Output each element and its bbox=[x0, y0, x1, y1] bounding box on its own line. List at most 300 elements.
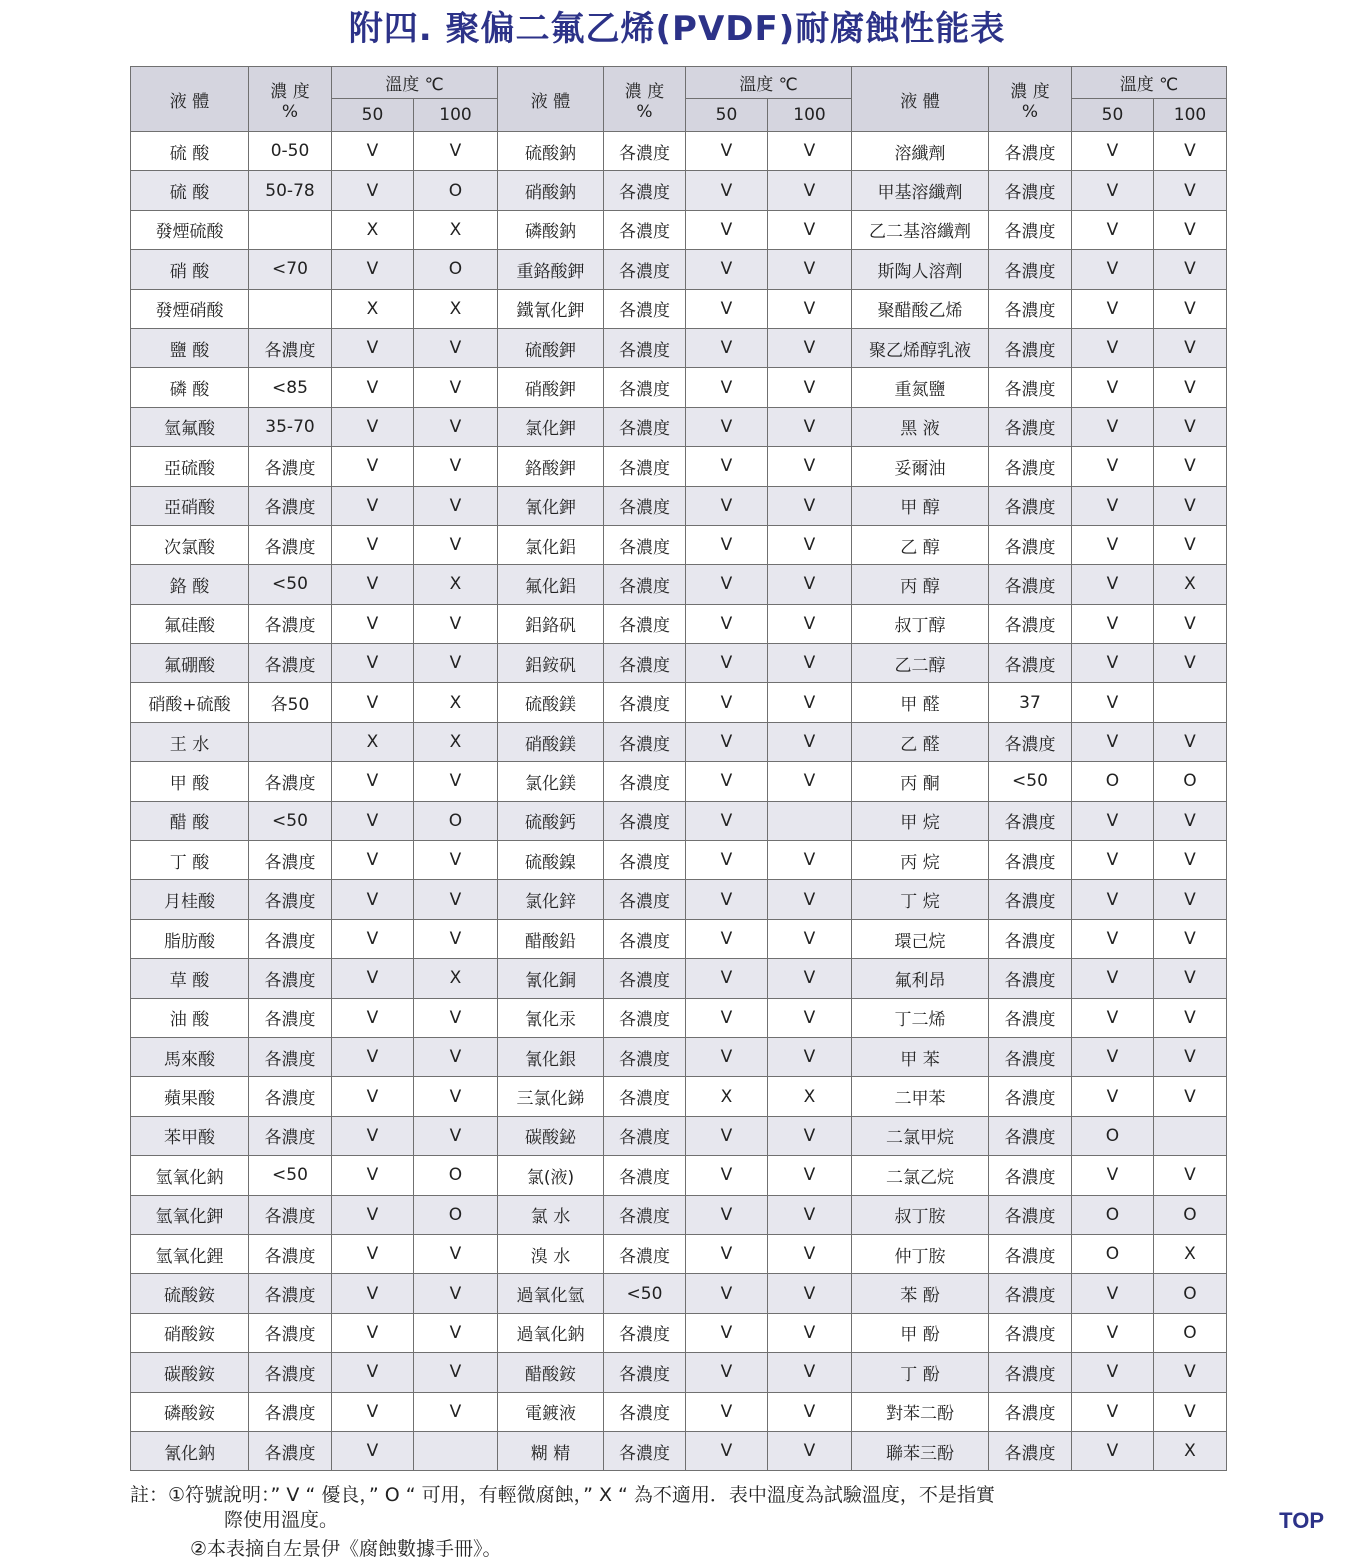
liquid-cell: 醋酸銨 bbox=[498, 1353, 604, 1392]
liquid-cell: 叔丁胺 bbox=[852, 1195, 989, 1234]
temp-100-cell: X bbox=[414, 289, 498, 328]
liquid-cell: 鹽 酸 bbox=[131, 328, 249, 367]
liquid-cell: 硫酸鎳 bbox=[498, 841, 604, 880]
table-row bbox=[131, 250, 1227, 289]
table-row bbox=[131, 801, 1227, 840]
temp-50-cell: V bbox=[332, 1156, 414, 1195]
liquid-cell: 氰化鉀 bbox=[498, 486, 604, 525]
table-row bbox=[131, 210, 1227, 249]
temp-50-cell: V bbox=[1072, 407, 1154, 446]
temp-50-cell: O bbox=[1072, 762, 1154, 801]
concentration-cell: 各濃度 bbox=[249, 1313, 332, 1352]
concentration-cell bbox=[249, 210, 332, 249]
temp-50-cell: V bbox=[332, 1274, 414, 1313]
concentration-cell: 各濃度 bbox=[989, 1274, 1072, 1313]
liquid-cell: 氯化鋅 bbox=[498, 880, 604, 919]
temp-100-cell: V bbox=[414, 841, 498, 880]
temp-100-cell: V bbox=[414, 919, 498, 958]
header-concentration: 濃 度 % bbox=[989, 67, 1072, 132]
temp-100-cell: V bbox=[1154, 486, 1227, 525]
temp-100-cell: V bbox=[414, 1037, 498, 1076]
temp-100-cell: V bbox=[768, 762, 852, 801]
temp-100-cell: V bbox=[768, 250, 852, 289]
temp-50-cell: V bbox=[1072, 1156, 1154, 1195]
liquid-cell: 王 水 bbox=[131, 722, 249, 761]
temp-100-cell: V bbox=[1154, 525, 1227, 564]
liquid-cell: 硫酸鎂 bbox=[498, 683, 604, 722]
temp-50-cell: V bbox=[686, 683, 768, 722]
temp-50-cell: V bbox=[686, 289, 768, 328]
concentration-cell: 各濃度 bbox=[604, 1353, 686, 1392]
note-line-1: 註：①符號說明：” V “ 優良，” O “ 可用，有輕微腐蝕，” X “ 為不適用．表中溫度為試驗溫度，不是指實 bbox=[130, 1484, 995, 1506]
liquid-cell: 二甲苯 bbox=[852, 1077, 989, 1116]
concentration-cell: 各濃度 bbox=[989, 171, 1072, 210]
note-line-3: ②本表摘自左景伊《腐蝕數據手冊》。 bbox=[190, 1538, 502, 1560]
liquid-cell: 亞硫酸 bbox=[131, 447, 249, 486]
temp-100-cell: O bbox=[1154, 1274, 1227, 1313]
temp-100-cell: O bbox=[1154, 762, 1227, 801]
liquid-cell: 聯苯三酚 bbox=[852, 1431, 989, 1470]
temp-100-cell: V bbox=[414, 1077, 498, 1116]
liquid-cell: 氫氟酸 bbox=[131, 407, 249, 446]
concentration-cell: 各濃度 bbox=[989, 447, 1072, 486]
concentration-cell: 各濃度 bbox=[604, 998, 686, 1037]
liquid-cell: 硝酸+硫酸 bbox=[131, 683, 249, 722]
concentration-cell: 各濃度 bbox=[249, 919, 332, 958]
temp-100-cell: V bbox=[1154, 1353, 1227, 1392]
concentration-cell bbox=[249, 289, 332, 328]
header-liquid: 液 體 bbox=[498, 67, 604, 132]
temp-50-cell: V bbox=[1072, 644, 1154, 683]
liquid-cell: 甲 酸 bbox=[131, 762, 249, 801]
liquid-cell: 妥爾油 bbox=[852, 447, 989, 486]
liquid-cell: 丙 酮 bbox=[852, 762, 989, 801]
concentration-cell: 各濃度 bbox=[989, 1195, 1072, 1234]
page-title: 附四. 聚偏二氟乙烯(PVDF)耐腐蝕性能表 bbox=[348, 9, 1006, 49]
temp-50-cell: V bbox=[686, 762, 768, 801]
liquid-cell: 磷 酸 bbox=[131, 368, 249, 407]
temp-100-cell: O bbox=[414, 801, 498, 840]
concentration-cell: 0-50 bbox=[249, 132, 332, 171]
liquid-cell: 硝酸鉀 bbox=[498, 368, 604, 407]
liquid-cell: 碳酸銨 bbox=[131, 1353, 249, 1392]
table-row bbox=[131, 1037, 1227, 1076]
table-row bbox=[131, 1313, 1227, 1352]
concentration-cell: 各濃度 bbox=[604, 289, 686, 328]
table-row bbox=[131, 1234, 1227, 1273]
temp-100-cell: V bbox=[768, 998, 852, 1037]
temp-50-cell: V bbox=[686, 1037, 768, 1076]
table-row bbox=[131, 132, 1227, 171]
concentration-cell: 各濃度 bbox=[604, 525, 686, 564]
concentration-cell: 各濃度 bbox=[604, 1077, 686, 1116]
temp-50-cell: V bbox=[332, 486, 414, 525]
temp-100-cell: V bbox=[768, 604, 852, 643]
liquid-cell: 溴 水 bbox=[498, 1234, 604, 1273]
temp-100-cell: V bbox=[768, 841, 852, 880]
header-temp-50: 50 bbox=[1072, 99, 1154, 132]
temp-50-cell: V bbox=[686, 132, 768, 171]
temp-50-cell: V bbox=[332, 1353, 414, 1392]
temp-100-cell: O bbox=[414, 250, 498, 289]
temp-50-cell: V bbox=[1072, 1313, 1154, 1352]
temp-50-cell: V bbox=[686, 998, 768, 1037]
concentration-cell: 各濃度 bbox=[989, 132, 1072, 171]
concentration-cell: 各濃度 bbox=[604, 801, 686, 840]
temp-50-cell: V bbox=[686, 447, 768, 486]
temp-50-cell: V bbox=[332, 1234, 414, 1273]
concentration-cell: 各濃度 bbox=[604, 919, 686, 958]
temp-100-cell: V bbox=[1154, 289, 1227, 328]
temp-100-cell: V bbox=[414, 368, 498, 407]
temp-100-cell: V bbox=[768, 289, 852, 328]
temp-100-cell: V bbox=[414, 486, 498, 525]
temp-50-cell: V bbox=[686, 368, 768, 407]
temp-100-cell: O bbox=[414, 1195, 498, 1234]
concentration-cell: 各濃度 bbox=[989, 407, 1072, 446]
table-row bbox=[131, 407, 1227, 446]
liquid-cell: 草 酸 bbox=[131, 959, 249, 998]
concentration-cell: 各濃度 bbox=[249, 880, 332, 919]
temp-50-cell: V bbox=[1072, 210, 1154, 249]
liquid-cell: 丙 醇 bbox=[852, 565, 989, 604]
table-row bbox=[131, 368, 1227, 407]
temp-100-cell: V bbox=[414, 762, 498, 801]
concentration-cell: 各濃度 bbox=[989, 1077, 1072, 1116]
liquid-cell: 電鍍液 bbox=[498, 1392, 604, 1431]
temp-100-cell: V bbox=[414, 525, 498, 564]
temp-50-cell: V bbox=[1072, 1353, 1154, 1392]
temp-50-cell: V bbox=[332, 447, 414, 486]
temp-50-cell: V bbox=[332, 998, 414, 1037]
temp-100-cell: X bbox=[414, 210, 498, 249]
temp-50-cell: V bbox=[332, 919, 414, 958]
liquid-cell: 黑 液 bbox=[852, 407, 989, 446]
liquid-cell: 對苯二酚 bbox=[852, 1392, 989, 1431]
concentration-cell: 各濃度 bbox=[989, 368, 1072, 407]
temp-50-cell: V bbox=[1072, 486, 1154, 525]
concentration-cell: 各濃度 bbox=[989, 565, 1072, 604]
temp-100-cell: V bbox=[1154, 1077, 1227, 1116]
liquid-cell: 重氮鹽 bbox=[852, 368, 989, 407]
temp-50-cell: V bbox=[1072, 604, 1154, 643]
concentration-cell: 各濃度 bbox=[989, 1037, 1072, 1076]
concentration-cell: 各濃度 bbox=[604, 1392, 686, 1431]
temp-100-cell bbox=[414, 1431, 498, 1470]
concentration-cell: 各濃度 bbox=[989, 250, 1072, 289]
top-link[interactable]: TOP bbox=[1279, 1508, 1324, 1533]
header-temperature: 溫度 ℃ bbox=[686, 67, 852, 99]
liquid-cell: 鋁鉻矾 bbox=[498, 604, 604, 643]
liquid-cell: 醋酸鉛 bbox=[498, 919, 604, 958]
temp-50-cell: V bbox=[1072, 1431, 1154, 1470]
concentration-cell: 各濃度 bbox=[989, 210, 1072, 249]
table-row bbox=[131, 880, 1227, 919]
liquid-cell: 鐵氰化鉀 bbox=[498, 289, 604, 328]
concentration-cell: 各濃度 bbox=[249, 1195, 332, 1234]
liquid-cell: 氯(液) bbox=[498, 1156, 604, 1195]
temp-100-cell: V bbox=[768, 1431, 852, 1470]
concentration-cell: 各濃度 bbox=[604, 644, 686, 683]
temp-50-cell: V bbox=[686, 328, 768, 367]
temp-50-cell: V bbox=[1072, 289, 1154, 328]
table-row bbox=[131, 447, 1227, 486]
temp-100-cell: V bbox=[768, 1353, 852, 1392]
concentration-cell: 各濃度 bbox=[604, 486, 686, 525]
temp-50-cell: V bbox=[686, 1274, 768, 1313]
temp-100-cell: V bbox=[1154, 1156, 1227, 1195]
concentration-cell: 各濃度 bbox=[604, 880, 686, 919]
temp-50-cell: X bbox=[332, 289, 414, 328]
concentration-cell: 各濃度 bbox=[604, 250, 686, 289]
concentration-cell: 各濃度 bbox=[604, 1313, 686, 1352]
liquid-cell: 苯甲酸 bbox=[131, 1116, 249, 1155]
temp-50-cell: V bbox=[686, 604, 768, 643]
concentration-cell: 各濃度 bbox=[249, 762, 332, 801]
concentration-cell: 各濃度 bbox=[989, 998, 1072, 1037]
temp-100-cell: V bbox=[1154, 210, 1227, 249]
temp-100-cell: V bbox=[1154, 644, 1227, 683]
temp-100-cell: V bbox=[768, 525, 852, 564]
temp-100-cell: V bbox=[1154, 722, 1227, 761]
temp-100-cell: V bbox=[768, 368, 852, 407]
liquid-cell: 發煙硫酸 bbox=[131, 210, 249, 249]
temp-50-cell: V bbox=[1072, 880, 1154, 919]
liquid-cell: 脂肪酸 bbox=[131, 919, 249, 958]
liquid-cell: 鉻 酸 bbox=[131, 565, 249, 604]
temp-50-cell: V bbox=[332, 683, 414, 722]
temp-50-cell: V bbox=[332, 762, 414, 801]
temp-50-cell: V bbox=[332, 1116, 414, 1155]
temp-100-cell: V bbox=[768, 132, 852, 171]
table-row bbox=[131, 486, 1227, 525]
temp-100-cell: X bbox=[414, 683, 498, 722]
concentration-cell: 各濃度 bbox=[249, 604, 332, 643]
liquid-cell: 磷酸鈉 bbox=[498, 210, 604, 249]
temp-50-cell: V bbox=[686, 525, 768, 564]
temp-100-cell: V bbox=[414, 447, 498, 486]
temp-100-cell: V bbox=[1154, 841, 1227, 880]
liquid-cell: 氯化鉀 bbox=[498, 407, 604, 446]
concentration-cell: <50 bbox=[249, 1156, 332, 1195]
temp-50-cell: V bbox=[1072, 525, 1154, 564]
temp-50-cell: V bbox=[1072, 722, 1154, 761]
liquid-cell: 油 酸 bbox=[131, 998, 249, 1037]
liquid-cell: 月桂酸 bbox=[131, 880, 249, 919]
liquid-cell: 氰化銅 bbox=[498, 959, 604, 998]
temp-50-cell: V bbox=[1072, 171, 1154, 210]
temp-100-cell: V bbox=[768, 880, 852, 919]
temp-50-cell: V bbox=[686, 1116, 768, 1155]
temp-100-cell: V bbox=[414, 1353, 498, 1392]
footnotes bbox=[130, 1483, 1230, 1562]
temp-100-cell: V bbox=[1154, 1037, 1227, 1076]
liquid-cell: 馬來酸 bbox=[131, 1037, 249, 1076]
table-row bbox=[131, 1353, 1227, 1392]
concentration-cell: 各濃度 bbox=[604, 171, 686, 210]
temp-100-cell: X bbox=[768, 1077, 852, 1116]
temp-50-cell: V bbox=[332, 407, 414, 446]
temp-50-cell: V bbox=[332, 328, 414, 367]
header-liquid: 液 體 bbox=[852, 67, 989, 132]
temp-50-cell: V bbox=[332, 959, 414, 998]
temp-50-cell: V bbox=[686, 880, 768, 919]
concentration-cell: 各濃度 bbox=[249, 525, 332, 564]
temp-100-cell: V bbox=[1154, 1392, 1227, 1431]
temp-100-cell: X bbox=[414, 959, 498, 998]
liquid-cell: 氯 水 bbox=[498, 1195, 604, 1234]
concentration-cell: 各濃度 bbox=[989, 1313, 1072, 1352]
concentration-cell: 各濃度 bbox=[604, 841, 686, 880]
concentration-cell: 各濃度 bbox=[249, 486, 332, 525]
temp-50-cell: V bbox=[1072, 1077, 1154, 1116]
header-temp-50: 50 bbox=[686, 99, 768, 132]
table-row bbox=[131, 998, 1227, 1037]
temp-100-cell: V bbox=[414, 1313, 498, 1352]
temp-100-cell: V bbox=[768, 1116, 852, 1155]
liquid-cell: 聚乙烯醇乳液 bbox=[852, 328, 989, 367]
concentration-cell: 各濃度 bbox=[604, 1156, 686, 1195]
concentration-cell: 各濃度 bbox=[989, 1234, 1072, 1273]
temp-100-cell: V bbox=[1154, 919, 1227, 958]
liquid-cell: 氰化汞 bbox=[498, 998, 604, 1037]
liquid-cell: 乙 醛 bbox=[852, 722, 989, 761]
temp-100-cell: V bbox=[768, 1156, 852, 1195]
concentration-cell: 各濃度 bbox=[989, 328, 1072, 367]
temp-100-cell: V bbox=[768, 1234, 852, 1273]
header-liquid: 液 體 bbox=[131, 67, 249, 132]
temp-50-cell: V bbox=[1072, 919, 1154, 958]
liquid-cell: 甲 烷 bbox=[852, 801, 989, 840]
header-concentration: 濃 度 % bbox=[604, 67, 686, 132]
table-row bbox=[131, 1431, 1227, 1470]
concentration-cell: <50 bbox=[249, 801, 332, 840]
concentration-cell: 各濃度 bbox=[604, 132, 686, 171]
temp-50-cell: O bbox=[1072, 1195, 1154, 1234]
table-row bbox=[131, 289, 1227, 328]
header-temp-100: 100 bbox=[1154, 99, 1227, 132]
concentration-cell: 各濃度 bbox=[604, 1116, 686, 1155]
temp-100-cell: V bbox=[768, 722, 852, 761]
liquid-cell: 硫 酸 bbox=[131, 171, 249, 210]
temp-100-cell bbox=[768, 801, 852, 840]
temp-100-cell: V bbox=[414, 1234, 498, 1273]
concentration-cell: 各濃度 bbox=[604, 328, 686, 367]
concentration-cell: 各濃度 bbox=[249, 1116, 332, 1155]
table-row bbox=[131, 565, 1227, 604]
temp-50-cell: V bbox=[332, 880, 414, 919]
liquid-cell: 氫氧化鉀 bbox=[131, 1195, 249, 1234]
liquid-cell: 丁二烯 bbox=[852, 998, 989, 1037]
concentration-cell: <70 bbox=[249, 250, 332, 289]
temp-50-cell: V bbox=[686, 250, 768, 289]
concentration-cell: 各濃度 bbox=[604, 1195, 686, 1234]
table-body bbox=[131, 132, 1227, 1471]
temp-50-cell: V bbox=[1072, 841, 1154, 880]
liquid-cell: 硫酸鉀 bbox=[498, 328, 604, 367]
temp-50-cell: V bbox=[1072, 565, 1154, 604]
header-temperature: 溫度 ℃ bbox=[332, 67, 498, 99]
liquid-cell: 氰化銀 bbox=[498, 1037, 604, 1076]
concentration-cell: 各濃度 bbox=[249, 1037, 332, 1076]
temp-100-cell: O bbox=[414, 1156, 498, 1195]
temp-50-cell: V bbox=[686, 959, 768, 998]
liquid-cell: 過氧化鈉 bbox=[498, 1313, 604, 1352]
temp-100-cell: X bbox=[1154, 1234, 1227, 1273]
temp-50-cell: V bbox=[332, 565, 414, 604]
temp-100-cell: V bbox=[414, 1392, 498, 1431]
concentration-cell: <50 bbox=[249, 565, 332, 604]
liquid-cell: 過氧化氫 bbox=[498, 1274, 604, 1313]
temp-100-cell: V bbox=[768, 486, 852, 525]
concentration-cell: 各濃度 bbox=[989, 604, 1072, 643]
liquid-cell: 叔丁醇 bbox=[852, 604, 989, 643]
temp-50-cell: V bbox=[1072, 328, 1154, 367]
concentration-cell: 各濃度 bbox=[249, 447, 332, 486]
concentration-cell: 各濃度 bbox=[604, 722, 686, 761]
temp-100-cell: V bbox=[768, 959, 852, 998]
temp-50-cell: V bbox=[332, 1313, 414, 1352]
concentration-cell: 各濃度 bbox=[249, 1353, 332, 1392]
liquid-cell: 硝 酸 bbox=[131, 250, 249, 289]
liquid-cell: 氟硅酸 bbox=[131, 604, 249, 643]
liquid-cell: 苯 酚 bbox=[852, 1274, 989, 1313]
temp-100-cell: O bbox=[1154, 1313, 1227, 1352]
concentration-cell: 35-70 bbox=[249, 407, 332, 446]
temp-100-cell: V bbox=[414, 1274, 498, 1313]
concentration-cell: 各濃度 bbox=[989, 486, 1072, 525]
temp-100-cell: V bbox=[768, 1037, 852, 1076]
temp-50-cell: V bbox=[686, 841, 768, 880]
table-row bbox=[131, 919, 1227, 958]
liquid-cell: 亞硝酸 bbox=[131, 486, 249, 525]
concentration-cell: 各濃度 bbox=[249, 959, 332, 998]
concentration-cell: 各濃度 bbox=[604, 565, 686, 604]
table-row bbox=[131, 525, 1227, 564]
note-line-2: 際使用溫度。 bbox=[224, 1509, 339, 1531]
table-row bbox=[131, 1195, 1227, 1234]
concentration-cell: <85 bbox=[249, 368, 332, 407]
concentration-cell: 50-78 bbox=[249, 171, 332, 210]
concentration-cell: 各濃度 bbox=[989, 1156, 1072, 1195]
liquid-cell: 氯化鋁 bbox=[498, 525, 604, 564]
concentration-cell: 各濃度 bbox=[604, 762, 686, 801]
temp-50-cell: V bbox=[332, 1195, 414, 1234]
liquid-cell: 甲 苯 bbox=[852, 1037, 989, 1076]
temp-50-cell: V bbox=[332, 801, 414, 840]
temp-50-cell: V bbox=[1072, 1037, 1154, 1076]
concentration-cell: 各濃度 bbox=[989, 722, 1072, 761]
temp-50-cell: V bbox=[332, 250, 414, 289]
temp-100-cell: V bbox=[1154, 171, 1227, 210]
liquid-cell: 蘋果酸 bbox=[131, 1077, 249, 1116]
table-row bbox=[131, 683, 1227, 722]
temp-50-cell: V bbox=[686, 565, 768, 604]
temp-50-cell: V bbox=[332, 1037, 414, 1076]
temp-100-cell: X bbox=[414, 565, 498, 604]
temp-50-cell: V bbox=[332, 525, 414, 564]
liquid-cell: 硝酸鎂 bbox=[498, 722, 604, 761]
liquid-cell: 磷酸銨 bbox=[131, 1392, 249, 1431]
temp-100-cell: V bbox=[768, 683, 852, 722]
table-row bbox=[131, 1156, 1227, 1195]
liquid-cell: 鋁銨矾 bbox=[498, 644, 604, 683]
liquid-cell: 斯陶人溶劑 bbox=[852, 250, 989, 289]
header-temp-100: 100 bbox=[414, 99, 498, 132]
concentration-cell: 各濃度 bbox=[989, 1353, 1072, 1392]
temp-100-cell: X bbox=[414, 722, 498, 761]
liquid-cell: 醋 酸 bbox=[131, 801, 249, 840]
